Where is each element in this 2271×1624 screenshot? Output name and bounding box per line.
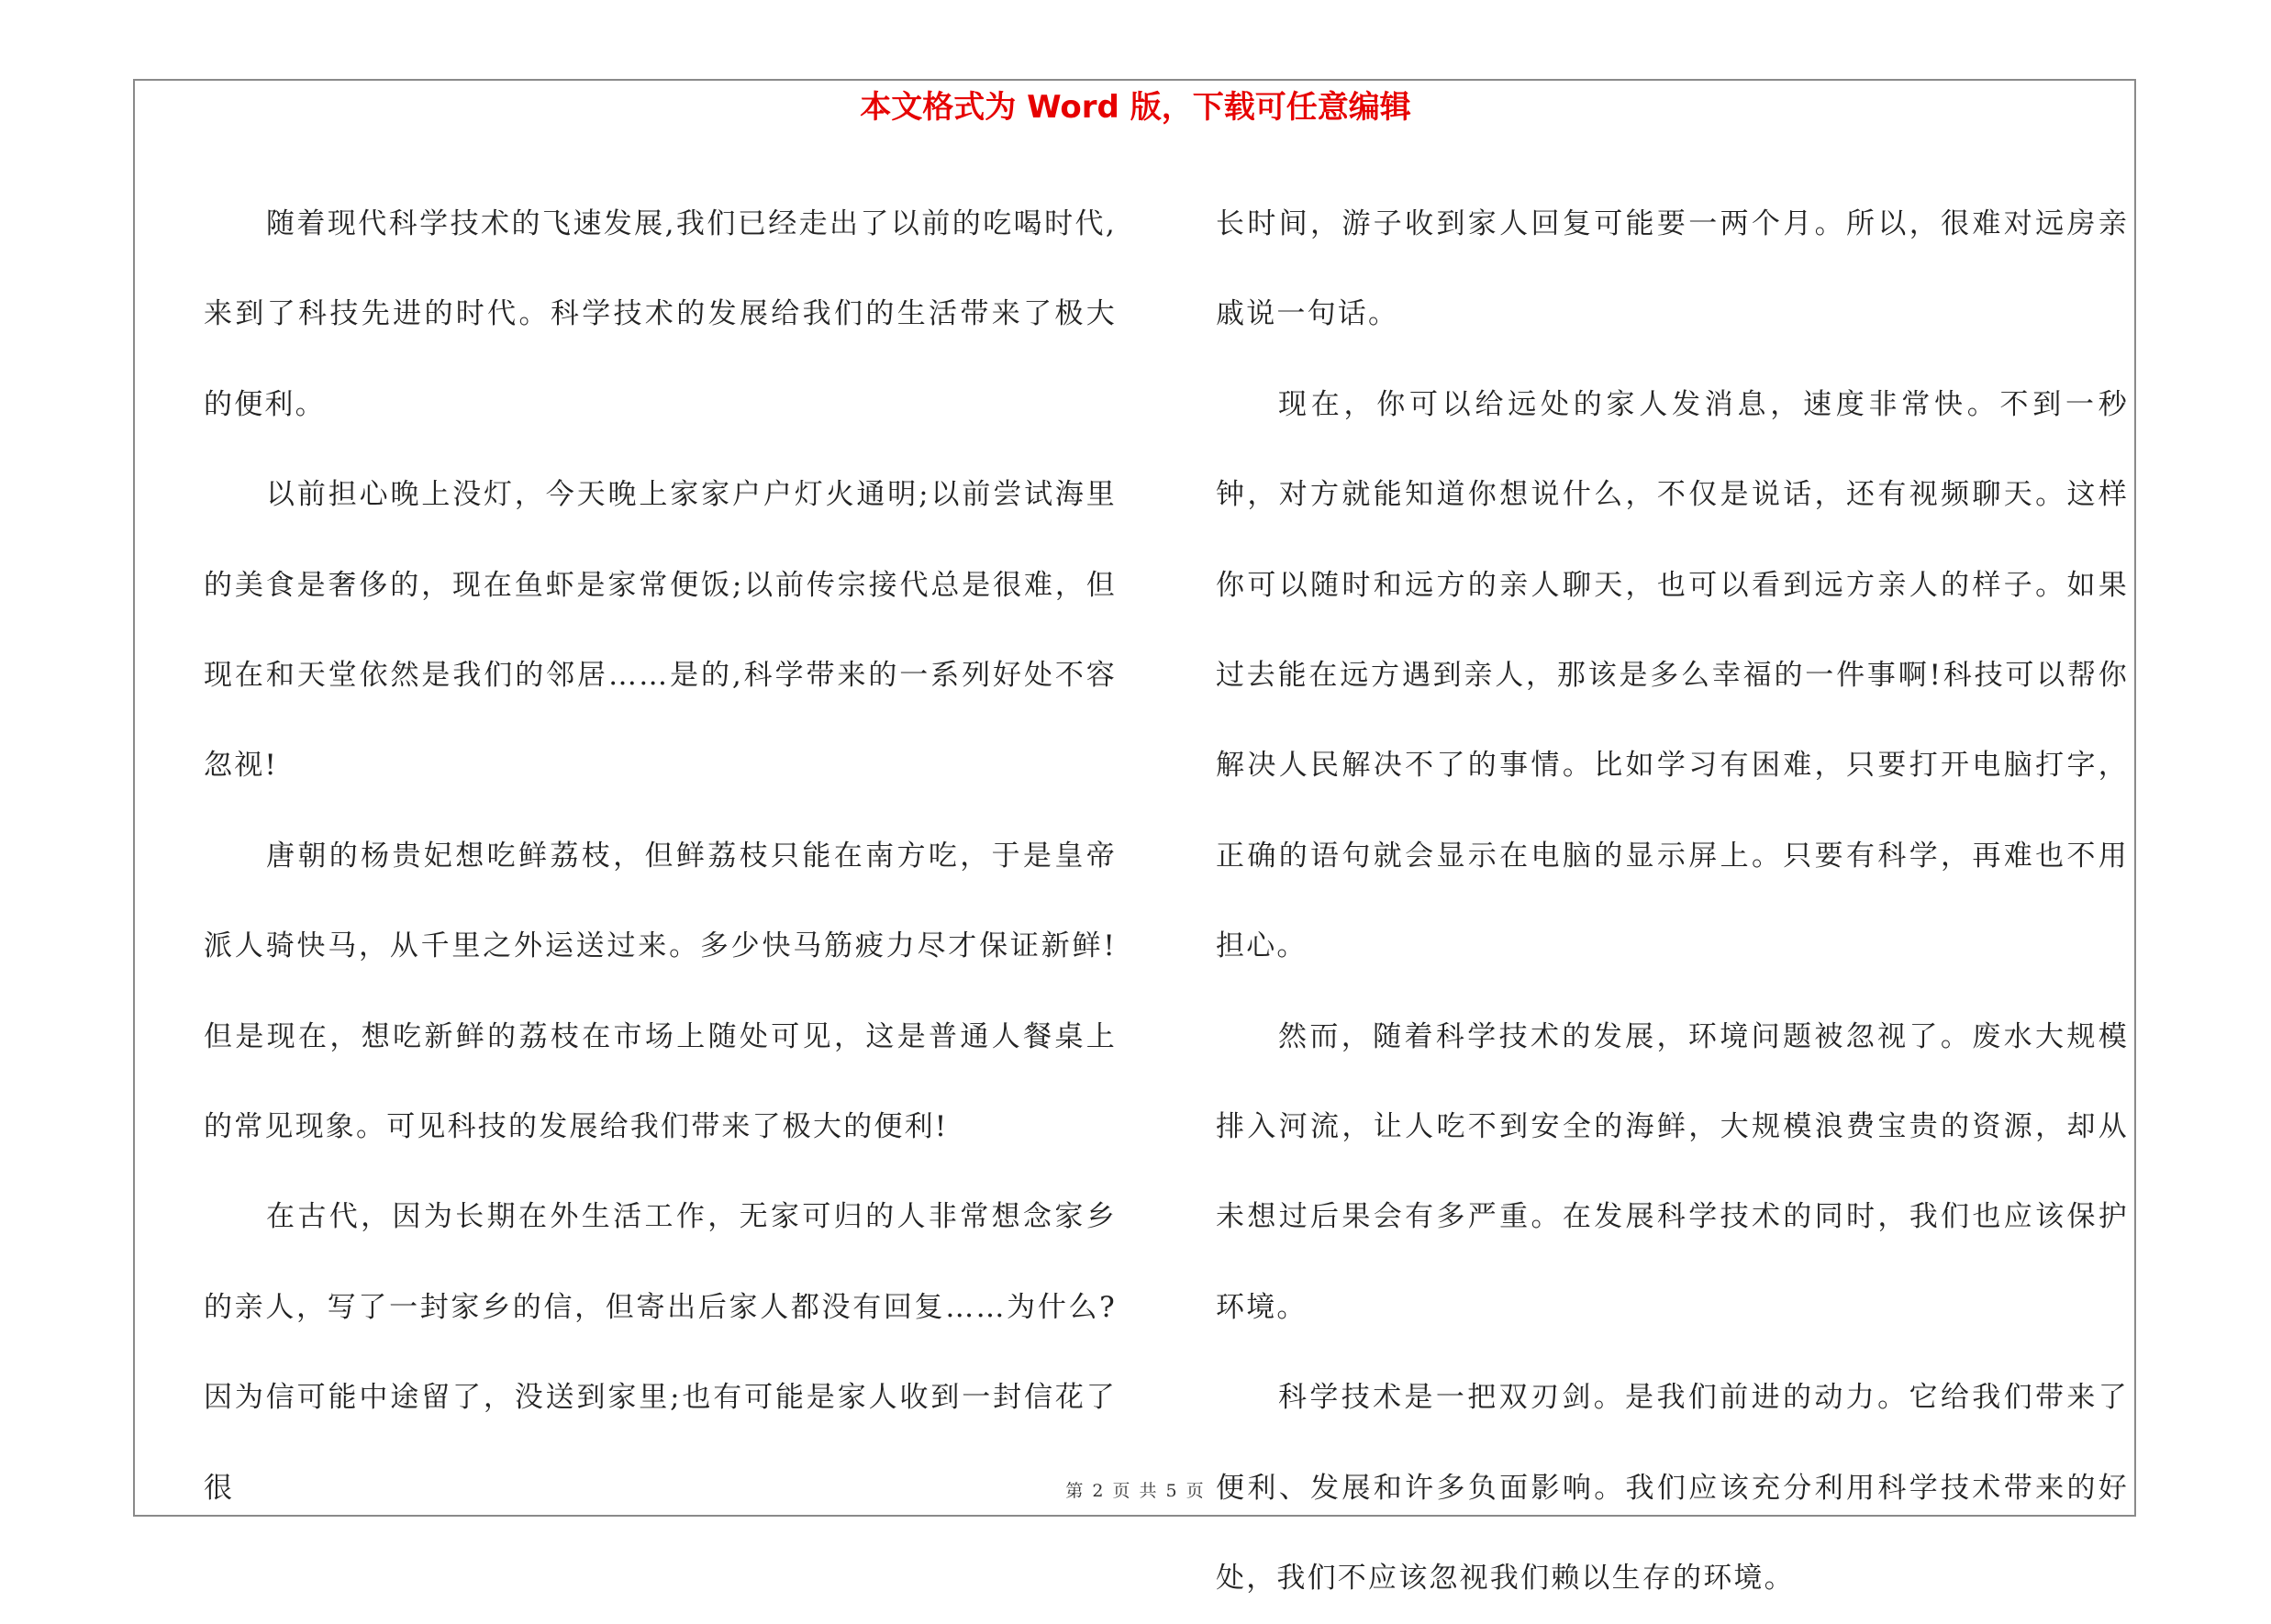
paragraph: 随着现代科学技术的飞速发展,我们已经走出了以前的吃喝时代,来到了科技先进的时代。科学技术的发展给我们的生活带来了极大的便利。 [204, 207, 1117, 421]
paragraph: 唐朝的杨贵妃想吃鲜荔枝，但鲜荔枝只能在南方吃，于是皇帝派人骑快马，从千里之外运送过来。多少快马筋疲力尽才保证新鲜!但是现在，想吃新鲜的荔枝在市场上随处可见，这是普通人餐桌上的常见现象。可见科技的发展给我们带来了极大的便利! [204, 839, 1117, 1144]
page-number: 第 2 页 共 5 页 [1065, 1481, 1206, 1501]
paragraph: 现在，你可以给远处的家人发消息，速度非常快。不到一秒钟，对方就能知道你想说什么，不仅是说话，还有视频聊天。这样你可以随时和远方的亲人聊天，也可以看到远方亲人的样子。如果过去能在远方遇到亲人，那该是多么幸福的一件事啊!科技可以帮你解决人民解决不了的事情。比如学习有困难，只要打开电脑打字，正确的语句就会显示在电脑的显示屏上。只要有科学，再难也不用担心。 [1216, 387, 2129, 963]
paragraph: 以前担心晚上没灯，今天晚上家家户户灯火通明;以前尝试海里的美食是奢侈的，现在鱼虾是家常便饭;以前传宗接代总是很难，但现在和天堂依然是我们的邻居……是的,科学带来的一系列好处不容忽视! [204, 478, 1117, 783]
right-column [1216, 179, 2129, 1624]
left-column [204, 179, 1117, 1533]
paragraph: 科学技术是一把双刃剑。是我们前进的动力。它给我们带来了便利、发展和许多负面影响。我们应该充分利用科学技术带来的好处，我们不应该忽视我们赖以生存的环境。 [1216, 1381, 2129, 1596]
paragraph: 在古代，因为长期在外生活工作，无家可归的人非常想念家乡的亲人，写了一封家乡的信，但寄出后家人都没有回复……为什么?因为信可能中途留了，没送到家里;也有可能是家人收到一封信花了很 [204, 1200, 1117, 1505]
paragraph-continued: 长时间，游子收到家人回复可能要一两个月。所以，很难对远房亲戚说一句话。 [1216, 207, 2129, 331]
format-notice-banner: 本文格式为 Word 版，下载可任意编辑 [860, 89, 1411, 126]
paragraph: 然而，随着科学技术的发展，环境问题被忽视了。废水大规模排入河流，让人吃不到安全的海鲜，大规模浪费宝贵的资源，却从未想过后果会有多严重。在发展科学技术的同时，我们也应该保护环境。 [1216, 1019, 2129, 1324]
